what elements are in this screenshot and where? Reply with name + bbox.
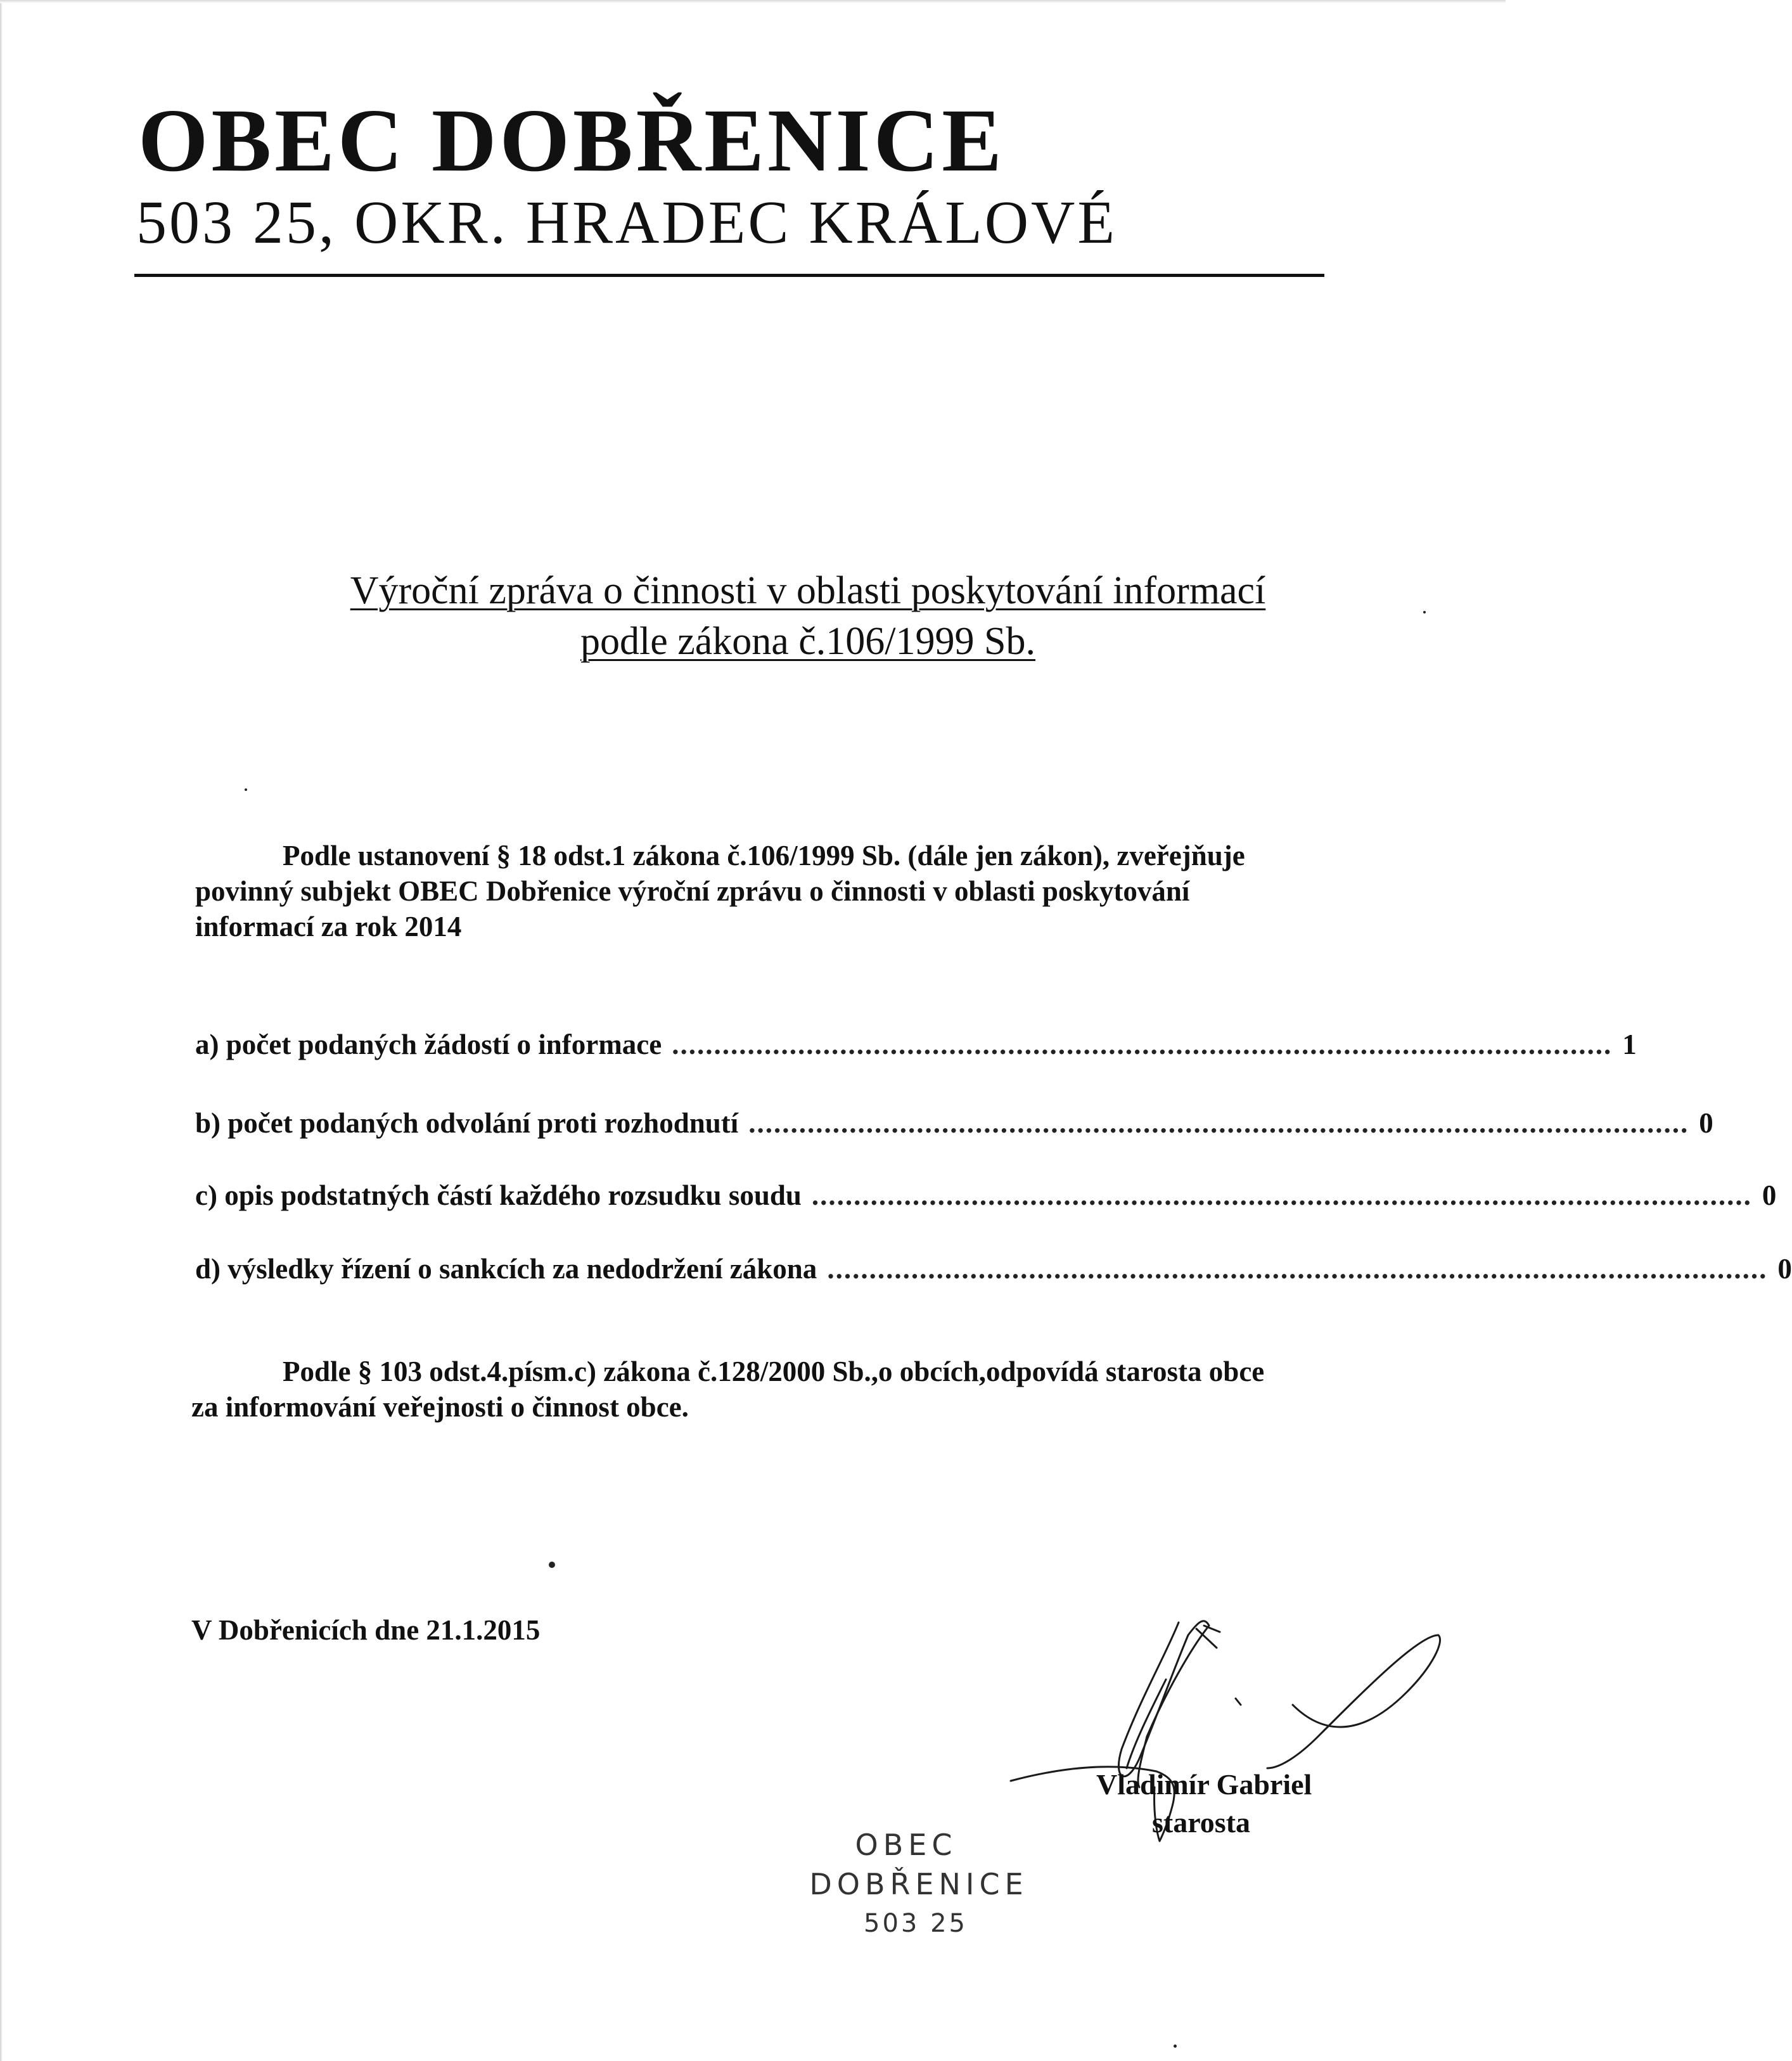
item-a-leader-dots: ................................................................................................................: [672, 1029, 1613, 1060]
item-d-leader-dots: ................................................................................................................: [827, 1253, 1768, 1285]
stamp-line-3: 503 25: [864, 1909, 968, 1938]
item-c-leader-dots: ................................................................................................................: [811, 1179, 1752, 1211]
item-d-label: d) výsledky řízení o sankcích za nedodržení zákona: [195, 1253, 817, 1285]
item-c-label: c) opis podstatných částí každého rozsudku soudu: [195, 1179, 802, 1211]
item-d-value: 0: [1777, 1253, 1792, 1285]
scan-speck: [1174, 2045, 1177, 2048]
scan-speck: [245, 788, 247, 791]
item-c: [195, 1178, 1777, 1213]
report-title-line-2: podle zákona č.106/1999 Sb.: [580, 620, 1036, 663]
intro-line-1: Podle ustanovení § 18 odst.1 zákona č.106/1999 Sb. (dále jen zákon), zveřejňuje: [283, 840, 1245, 871]
stamp-line-2: DOBŘENICE: [809, 1867, 1028, 1901]
scan-edge-left: [0, 0, 3, 2061]
item-b-label: b) počet podaných odvolání proti rozhodnutí: [195, 1107, 739, 1139]
scan-speck: [549, 1562, 555, 1568]
item-a-label: a) počet podaných žádostí o informace: [195, 1029, 662, 1060]
item-a: [195, 1027, 1637, 1062]
signatory-role: starosta: [1152, 1806, 1251, 1839]
item-c-value: 0: [1762, 1179, 1777, 1211]
intro-line-2: povinný subjekt OBEC Dobřenice výroční zprávu o činnosti v oblasti poskytování: [195, 875, 1190, 907]
report-title: [241, 565, 1375, 667]
letterhead-address: 503 25, OKR. HRADEC KRÁLOVÉ: [136, 188, 1117, 256]
closing-line-1: Podle § 103 odst.4.písm.c) zákona č.128/2000 Sb.,o obcích,odpovídá starosta obce: [283, 1356, 1265, 1387]
scan-speck: [1423, 611, 1426, 613]
item-b: [195, 1105, 1713, 1141]
item-b-leader-dots: ................................................................................................................: [748, 1107, 1689, 1139]
municipal-stamp: [770, 1825, 1068, 1943]
report-title-line-1: Výroční zpráva o činnosti v oblasti poskytování informací: [350, 569, 1266, 612]
item-d: [195, 1251, 1792, 1287]
item-b-value: 0: [1699, 1107, 1713, 1139]
letterhead-org-name: OBEC DOBŘENICE: [138, 90, 1005, 190]
letterhead-rule: [134, 274, 1324, 277]
stamp-line-1: OBEC: [855, 1828, 957, 1862]
signatory-name: Vladimír Gabriel: [1096, 1768, 1312, 1801]
intro-paragraph: [195, 838, 1329, 944]
place-date: V Dobřenicích dne 21.1.2015: [191, 1614, 541, 1646]
closing-line-2: za informování veřejnosti o činnost obce.: [191, 1391, 689, 1423]
item-a-value: 1: [1622, 1029, 1637, 1060]
scan-edge-top: [0, 0, 1506, 3]
intro-line-3: informací za rok 2014: [195, 911, 462, 942]
closing-paragraph: [191, 1354, 1383, 1425]
